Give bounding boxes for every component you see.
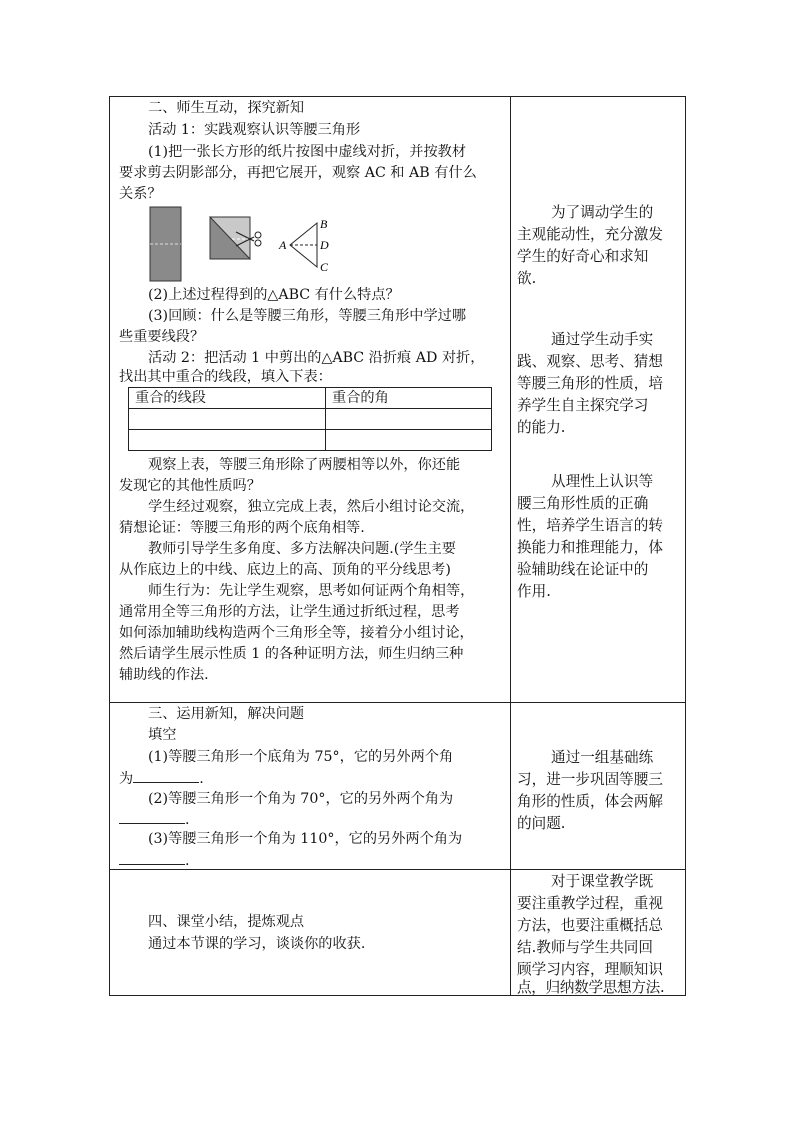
activity2-line1: 活动 2：把活动 1 中剪出的△ABC 沿折痕 AD 对折， — [148, 350, 485, 366]
question3-line1: (3)回顾：什么是等腰三角形，等腰三角形中学过哪 — [148, 308, 467, 324]
purpose2-line1: 通过学生动手实 — [551, 331, 654, 348]
problem2-line2 — [119, 810, 190, 829]
activity-line2: 通常用全等三角形的方法，让学生通过折纸过程，思考 — [119, 604, 460, 620]
activity-line3: 如何添加辅助线构造两个三角形全等，接着分小组讨论， — [119, 625, 474, 641]
table-row — [129, 409, 492, 430]
purpose5-line5: 顾学习内容，理顺知识 — [517, 961, 663, 978]
purpose2-line3: 等腰三角形的性质，培 — [517, 375, 663, 392]
purpose5-line2: 要注重教学过程，重视 — [517, 895, 663, 912]
purpose4-line2: 习，进一步巩固等腰三 — [517, 771, 663, 788]
teacher-line2: 从作底边上的中线、底边上的高、顶角的平分线思考) — [119, 562, 451, 578]
section2-heading: 二、师生互动，探究新知 — [148, 100, 305, 116]
label-a: A — [279, 238, 287, 252]
overlap-fill-table — [128, 387, 492, 451]
problem1-line2 — [119, 769, 204, 788]
purpose3-line4: 换能力和推理能力，体 — [517, 539, 663, 556]
purpose3-line1: 从理性上认识等 — [551, 473, 654, 490]
label-c: C — [320, 260, 329, 274]
answer-blank-1[interactable] — [133, 769, 199, 783]
teacher-line1: 教师引导学生多角度、多方法解决问题.(学生主要 — [148, 541, 456, 557]
activity-line4: 然后请学生展示性质 1 的各种证明方法，师生归纳三种 — [119, 646, 464, 662]
problem3-line2 — [119, 851, 190, 870]
students-line1: 学生经过观察，独立完成上表，然后小组讨论交流， — [148, 499, 475, 515]
table-cell[interactable] — [129, 430, 326, 451]
purpose2-line4: 养学生自主探究学习 — [517, 397, 649, 414]
section4-text: 通过本节课的学习，谈谈你的收获. — [148, 936, 366, 952]
purpose4-line3: 角形的性质，体会两解 — [517, 793, 663, 810]
fill-blank-label: 填空 — [148, 727, 177, 743]
table-header-row — [129, 388, 492, 409]
purpose3-line3: 性，培养学生语言的转 — [517, 517, 663, 534]
header-overlap-segments: 重合的线段 — [129, 388, 326, 409]
row-divider-2 — [109, 869, 686, 870]
answer-blank-3[interactable] — [119, 851, 185, 865]
question1-line2: 要求剪去阴影部分，再把它展开，观察 AC 和 AB 有什么 — [119, 165, 477, 181]
activity1-title: 活动 1：实践观察认识等腰三角形 — [148, 122, 361, 138]
question3-line2: 些重要线段？ — [119, 329, 205, 345]
problem3-line1: (3)等腰三角形一个角为 110°，它的另外两个角为 — [148, 831, 463, 847]
table-cell[interactable] — [129, 409, 326, 430]
label-d: D — [320, 238, 329, 252]
activity-line5: 辅助线的作法. — [119, 667, 209, 683]
problem1-period: . — [199, 771, 204, 787]
paper-folding-figure — [140, 205, 340, 285]
purpose4-line4: 的问题. — [517, 815, 566, 832]
table-cell[interactable] — [326, 409, 492, 430]
problem1-prefix: 为 — [119, 771, 134, 787]
observe-line1: 观察上表，等腰三角形除了两腰相等以外，你还能 — [148, 457, 461, 473]
observe-line2: 发现它的其他性质吗？ — [119, 478, 261, 494]
question2: (2)上述过程得到的△ABC 有什么特点？ — [148, 287, 400, 303]
header-overlap-angles: 重合的角 — [326, 388, 492, 409]
label-b: B — [320, 217, 328, 231]
purpose1-line2: 主观能动性，充分激发 — [517, 226, 663, 243]
purpose2-line5: 的能力. — [517, 419, 566, 436]
activity-line1: 师生行为：先让学生观察，思考如何证两个角相等， — [148, 583, 475, 599]
purpose3-line6: 作用. — [517, 583, 551, 600]
scissors-cut-figure — [210, 217, 261, 259]
question1-line3: 关系？ — [119, 186, 162, 202]
column-divider — [510, 96, 511, 996]
purpose4-line1: 通过一组基础练 — [551, 749, 654, 766]
problem3-period: . — [185, 853, 190, 869]
row-divider-1 — [109, 702, 686, 703]
question1-line1: (1)把一张长方形的纸片按图中虚线对折，并按教材 — [148, 144, 467, 160]
purpose5-line4: 结.教师与学生共同回 — [517, 939, 653, 956]
purpose2-line2: 践、观察、思考、猜想 — [517, 353, 663, 370]
table-row — [129, 430, 492, 451]
table-cell[interactable] — [326, 430, 492, 451]
purpose5-line3: 方法，也要注重概括总 — [517, 917, 663, 934]
purpose1-line3: 学生的好奇心和求知 — [517, 248, 649, 265]
activity2-line2: 找出其中重合的线段，填入下表： — [119, 369, 332, 385]
folded-paper-figure — [150, 207, 181, 281]
purpose1-line4: 欲. — [517, 270, 537, 287]
purpose1-line1: 为了调动学生的 — [551, 204, 654, 221]
purpose5-line6: 点，归纳数学思想方法. — [517, 979, 665, 996]
problem1-line1: (1)等腰三角形一个底角为 75°，它的另外两个角 — [148, 749, 454, 765]
problem2-period: . — [185, 812, 190, 828]
purpose3-line2: 腰三角形性质的正确 — [517, 495, 649, 512]
section3-heading: 三、运用新知，解决问题 — [148, 706, 305, 722]
students-line2: 猜想论证：等腰三角形的两个底角相等. — [119, 520, 365, 536]
purpose5-line1: 对于课堂教学既 — [551, 873, 654, 890]
section4-heading: 四、课堂小结，提炼观点 — [148, 914, 305, 930]
problem2-line1: (2)等腰三角形一个角为 70°，它的另外两个角为 — [148, 791, 454, 807]
purpose3-line5: 验辅助线在论证中的 — [517, 561, 649, 578]
triangle-abc-figure — [278, 217, 329, 274]
answer-blank-2[interactable] — [119, 810, 185, 824]
